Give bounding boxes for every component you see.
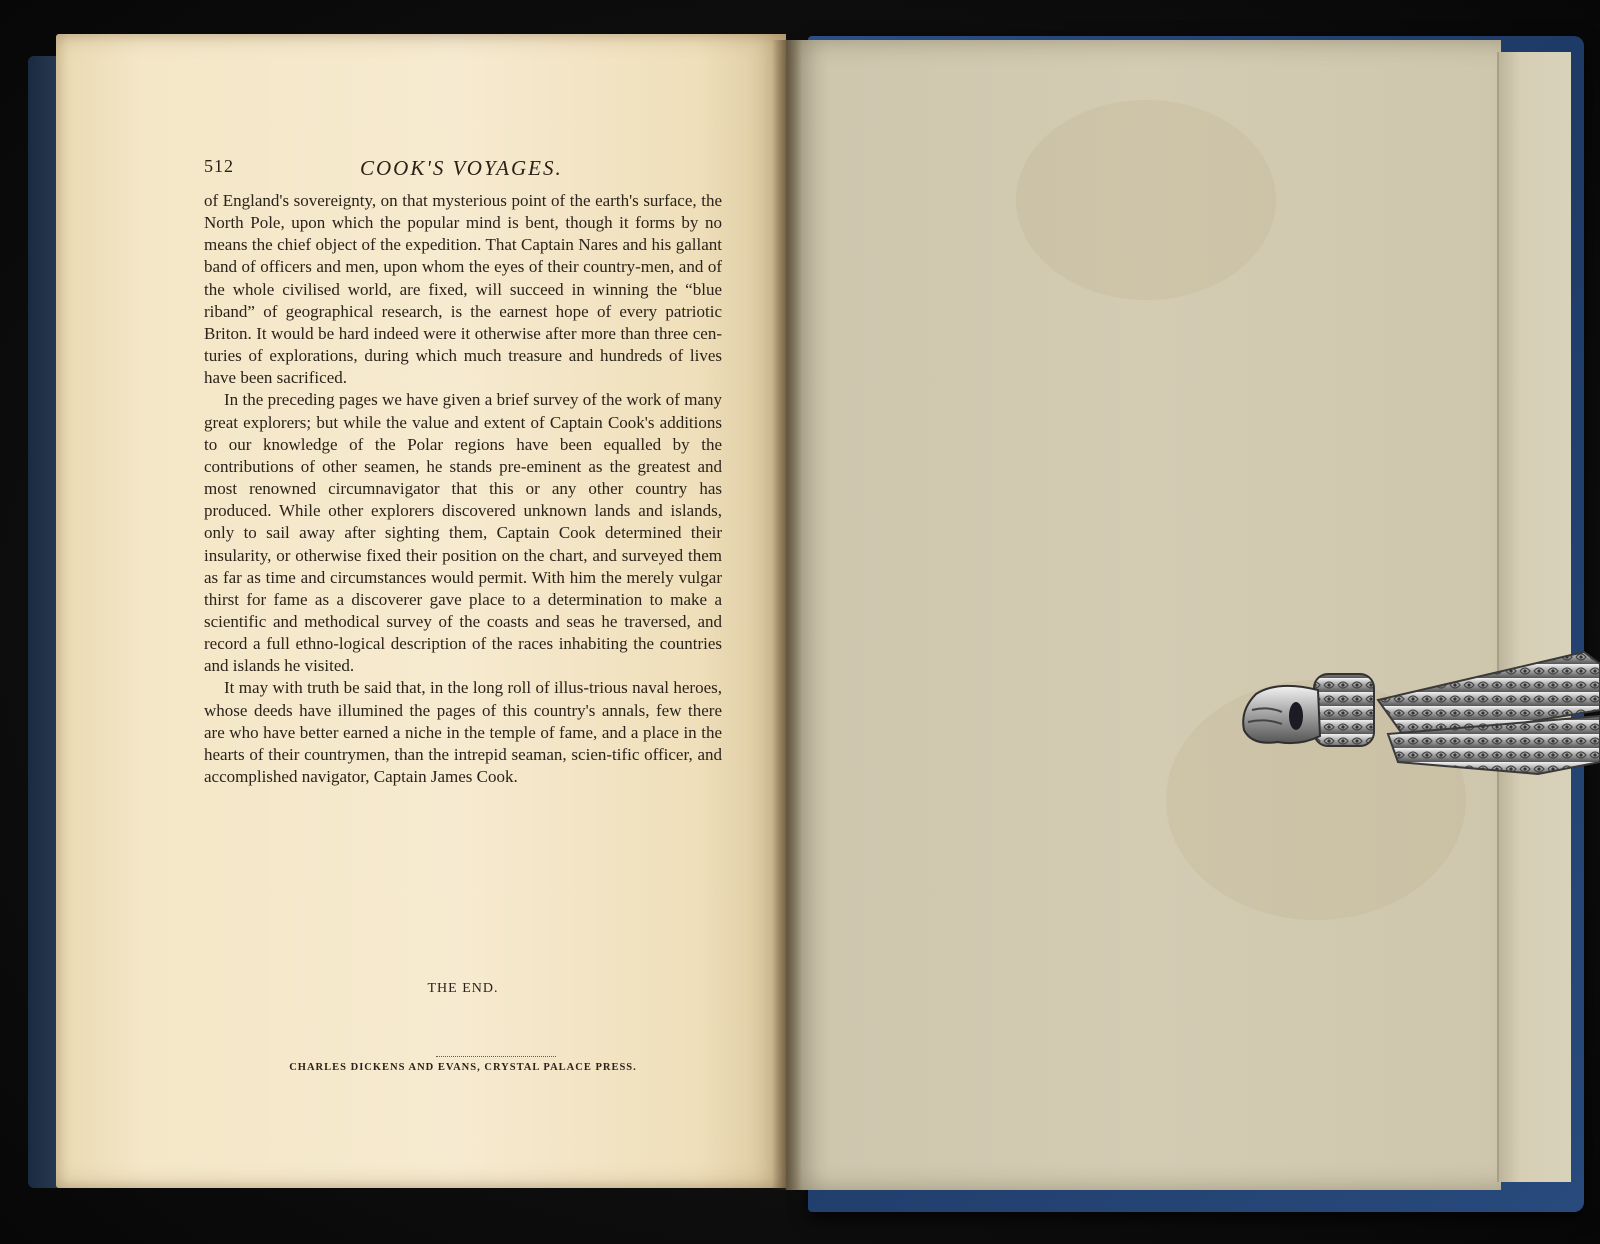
printer-rule [436, 1056, 556, 1057]
body-text [204, 190, 722, 788]
paragraph-2: In the preceding pages we have given a brief survey of the work of many great explorers; but while the value and extent of Captain Cook's additions to our knowledge of the Polar regions have been equalled by the contributions of other seamen, he stands pre-eminent as the greatest and most renowned circumnavigator that this or any other country has produced. While other explorers discovered unknown lands and islands, only to sail away after sighting them, Captain Cook determined their insularity, or otherwise fixed their position on the chart, and surveyed them as far as time and circumstances would permit. With him the merely vulgar thirst for fame as a discoverer gave place to a determination to make a scientific and methodical survey of the coasts and seas he traversed, and record a full ethno-logical description of the races inhabiting the countries and islands he visited. [204, 390, 722, 676]
page-number: 512 [204, 156, 234, 176]
running-title: COOK'S VOYAGES. [360, 156, 563, 180]
book-gutter [772, 40, 802, 1190]
paragraph-1: of England's sovereignty, on that mysterious point of the earth's surface, the North Pole, upon which the popular mind is bent, though it forms by no means the chief object of the expedition. That Captain Nares and his gallant band of officers and men, upon whom the eyes of their country-men, and of the whole civilised world, are fixed, will succeed in winning the “blue riband” of geographical research, is the earnest hope of every patriotic Briton. It would be hard indeed were it otherwise after more than three cen-turies of explorations, during which much treasure and hundreds of lives have been sacrificed. [204, 191, 722, 388]
printer-imprint: CHARLES DICKENS AND EVANS, CRYSTAL PALACE PRESS. [289, 1062, 637, 1073]
running-head [204, 156, 724, 186]
paragraph-3: It may with truth be said that, in the long roll of illus-trious naval heroes, whose deeds have illumined the pages of this country's annals, few there are who have better earned a niche in the temple of fame, and a place in the hearts of their countrymen, than the intrepid seaman, scien-tific officer, and accomplished navigator, Captain James Cook. [204, 678, 722, 787]
ornate-silver-page-clip-icon [1238, 650, 1600, 790]
endpaper-fold [1497, 52, 1571, 1182]
blank-endpaper [786, 40, 1501, 1190]
the-end-label: THE END. [427, 981, 499, 996]
